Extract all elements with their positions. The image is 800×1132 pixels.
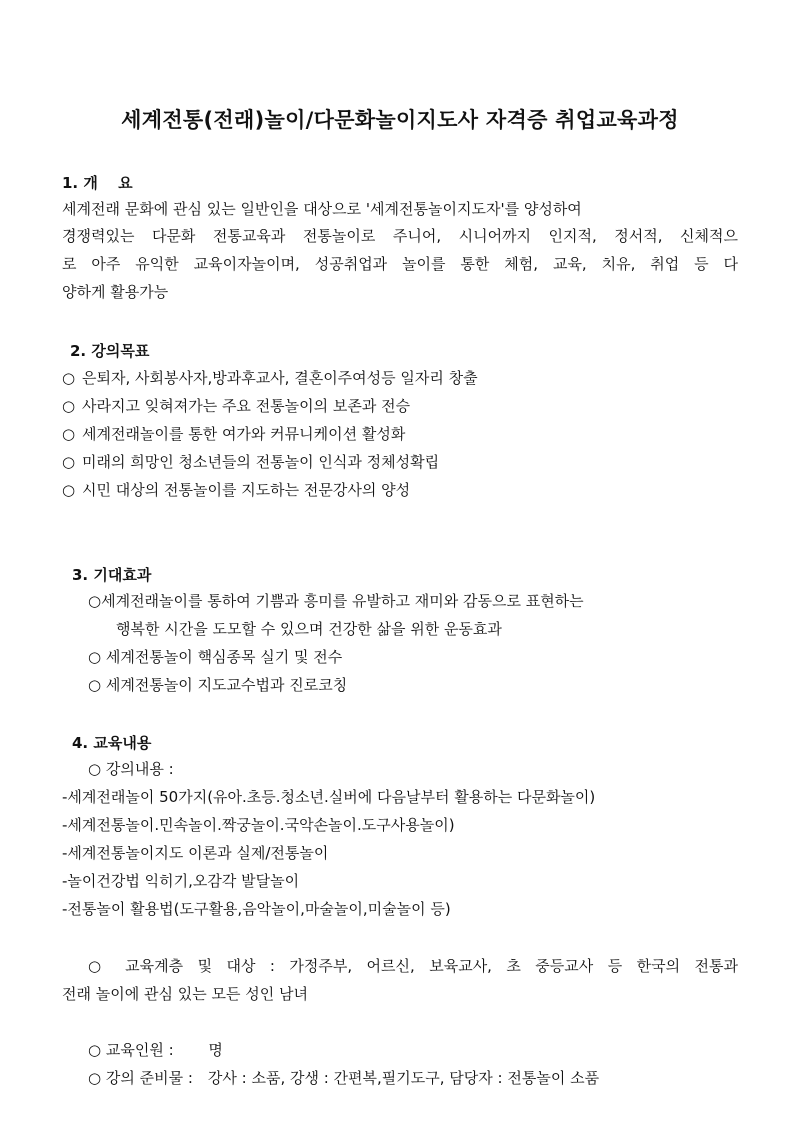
goal-item-text: 은퇴자, 사회봉사자,방과후교사, 결혼이주여성등 일자리 창출 [82,369,478,387]
section1-line: 세계전래 문화에 관심 있는 일반인을 대상으로 '세계전통놀이지도자'를 양성하여 [62,200,582,218]
section1-line: 로 아주 유익한 교육이자놀이며, 성공취업과 놀이를 통한 체험, 교육, 치유, 취업 등 다 [62,255,738,273]
effect-item: ○ 세계전통놀이 핵심종목 실기 및 전수 [88,648,343,666]
target-line: ○ 교육계층 및 대상 : 가정주부, 어르신, 보육교사, 초 중등교사 등 한국의 전통과 [88,957,738,975]
effect-line: 행복한 시간을 도모할 수 있으며 건강한 삶을 위한 운동효과 [116,620,502,638]
section4-heading: 4. 교육내용 [72,734,152,752]
content-item: -전통놀이 활용법(도구활용,음악놀이,마술놀이,미술놀이 등) [62,900,451,918]
goal-item-text: 시민 대상의 전통놀이를 지도하는 전문강사의 양성 [82,481,411,499]
content-item: -놀이건강법 익히기,오감각 발달놀이 [62,872,300,890]
effect-item: ○ 세계전통놀이 지도교수법과 진로코칭 [88,676,348,694]
content-item: -세계전통놀이지도 이론과 실제/전통놀이 [62,844,329,862]
goal-item [62,452,439,472]
effect-line: ○세계전래놀이를 통하여 기쁨과 흥미를 유발하고 재미와 감동으로 표현하는 [88,592,584,610]
goal-item-text: 미래의 희망인 청소년들의 전통놀이 인식과 정체성확립 [82,453,440,471]
goal-item-text: 세계전래놀이를 통한 여가와 커뮤니케이션 활성화 [82,425,406,443]
section1-line: 양하게 활용가능 [62,283,169,301]
goal-item-text: 사라지고 잊혀져가는 주요 전통놀이의 보존과 전승 [82,397,411,415]
target-line: 전래 놀이에 관심 있는 모든 성인 남녀 [62,985,308,1003]
goal-item [62,396,410,416]
section1-heading: 1. 개 요 [62,174,133,192]
goal-item [62,368,478,388]
prep-line: ○ 강의 준비물 : 강사 : 소품, 강생 : 간편복,필기도구, 담당자 : 전통놀이 소품 [88,1069,600,1087]
goal-item [62,480,410,500]
circle-bullet-icon: ○ [62,453,76,471]
goal-item [62,424,405,444]
content-item: -세계전통놀이.민속놀이.짝궁놀이.국악손놀이.도구사용놀이) [62,816,455,834]
circle-bullet-icon: ○ [62,369,76,387]
content-item: -세계전래놀이 50가지(유아.초등.청소년.실버에 다음날부터 활용하는 다문화놀이) [62,788,596,806]
content-label: ○ 강의내용 : [88,760,174,778]
document-title: 세계전통(전래)놀이/다문화놀이지도사 자격증 취업교육과정 [121,108,679,132]
circle-bullet-icon: ○ [62,481,76,499]
section1-line: 경쟁력있는 다문화 전통교육과 전통놀이로 주니어, 시니어까지 인지적, 정서적, 신체적으 [62,227,738,245]
personnel-line: ○ 교육인원 : 명 [88,1041,223,1059]
section2-heading: 2. 강의목표 [70,342,150,360]
circle-bullet-icon: ○ [62,425,76,443]
section3-heading: 3. 기대효과 [72,566,152,584]
circle-bullet-icon: ○ [62,397,76,415]
